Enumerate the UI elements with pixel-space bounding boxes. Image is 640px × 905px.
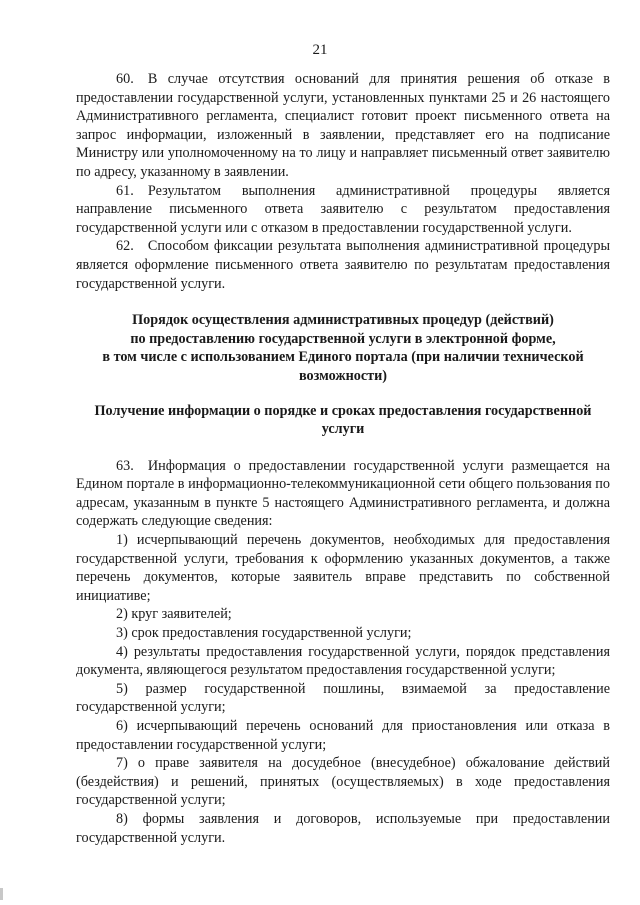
paragraph-63: 63. Информация о предоставлении государственной услуги размещается на Едином портале в информационно-телекоммуникационной сети общего пользования по адресам, указанным в пункте 5 настоящего Административного регламента, и должна содержать следующие сведения: — [76, 457, 610, 530]
list-item: 2) круг заявителей; — [116, 606, 232, 623]
section-heading-line: по предоставлению государственной услуги в электронной форме, — [130, 330, 556, 347]
paragraph-60: 60. В случае отсутствия оснований для принятия решения об отказе в предоставлении государственной услуги, установленных пунктами 25 и 26 настоящего Административного регламента, специалист готовит проект письменного ответа на запрос информации, изложенный в заявлении, представляет его на подписание Министру или уполномоченному на то лицу и направляет письменный ответ заявителю по адресу, указанному в заявлении. — [76, 71, 610, 180]
section-heading-line: Порядок осуществления административных процедур (действий) — [132, 312, 554, 329]
list-item: 8) формы заявления и договоров, используемые при предоставлении государственной услуги. — [76, 810, 610, 846]
list-item: 6) исчерпывающий перечень оснований для приостановления или отказа в предоставлении государственной услуги; — [76, 718, 610, 753]
paragraph-62: 62. Способом фиксации результата выполнения административной процедуры является оформление письменного ответа заявителю по результатам предоставления государственной услуги. — [76, 238, 610, 292]
document-body — [76, 70, 610, 847]
subsection-heading: Получение информации о порядке и сроках предоставления государственной услуги — [94, 402, 592, 438]
list-item: 7) о праве заявителя на досудебное (внесудебное) обжалование действий (бездействия) и решений, принятых (осуществляемых) в ходе предоставления государственной услуги; — [76, 755, 610, 809]
paragraph-61: 61. Результатом выполнения административной процедуры является направление письменного ответа заявителю с результатом предоставления государственной услуги или с отказом в предоставлении государственной услуги. — [76, 182, 610, 236]
page-number: 21 — [312, 42, 328, 58]
section-heading — [76, 311, 610, 385]
scan-edge-mark — [0, 888, 3, 900]
list-item: 3) срок предоставления государственной услуги; — [116, 625, 412, 642]
list-item: 5) размер государственной пошлины, взимаемой за предоставление государственной услуги; — [76, 680, 610, 716]
section-heading-line: в том числе с использованием Единого портала (при наличии технической возможности) — [102, 349, 584, 384]
list-item: 4) результаты предоставления государственной услуги, порядок представления документа, являющегося результатом предоставления государственной услуги; — [76, 643, 610, 679]
list-item: 1) исчерпывающий перечень документов, необходимых для предоставления государственной услуги, требования к оформлению указанных документов, а также перечень документов, которые заявитель вправе представить по собственной инициативе; — [76, 532, 610, 604]
